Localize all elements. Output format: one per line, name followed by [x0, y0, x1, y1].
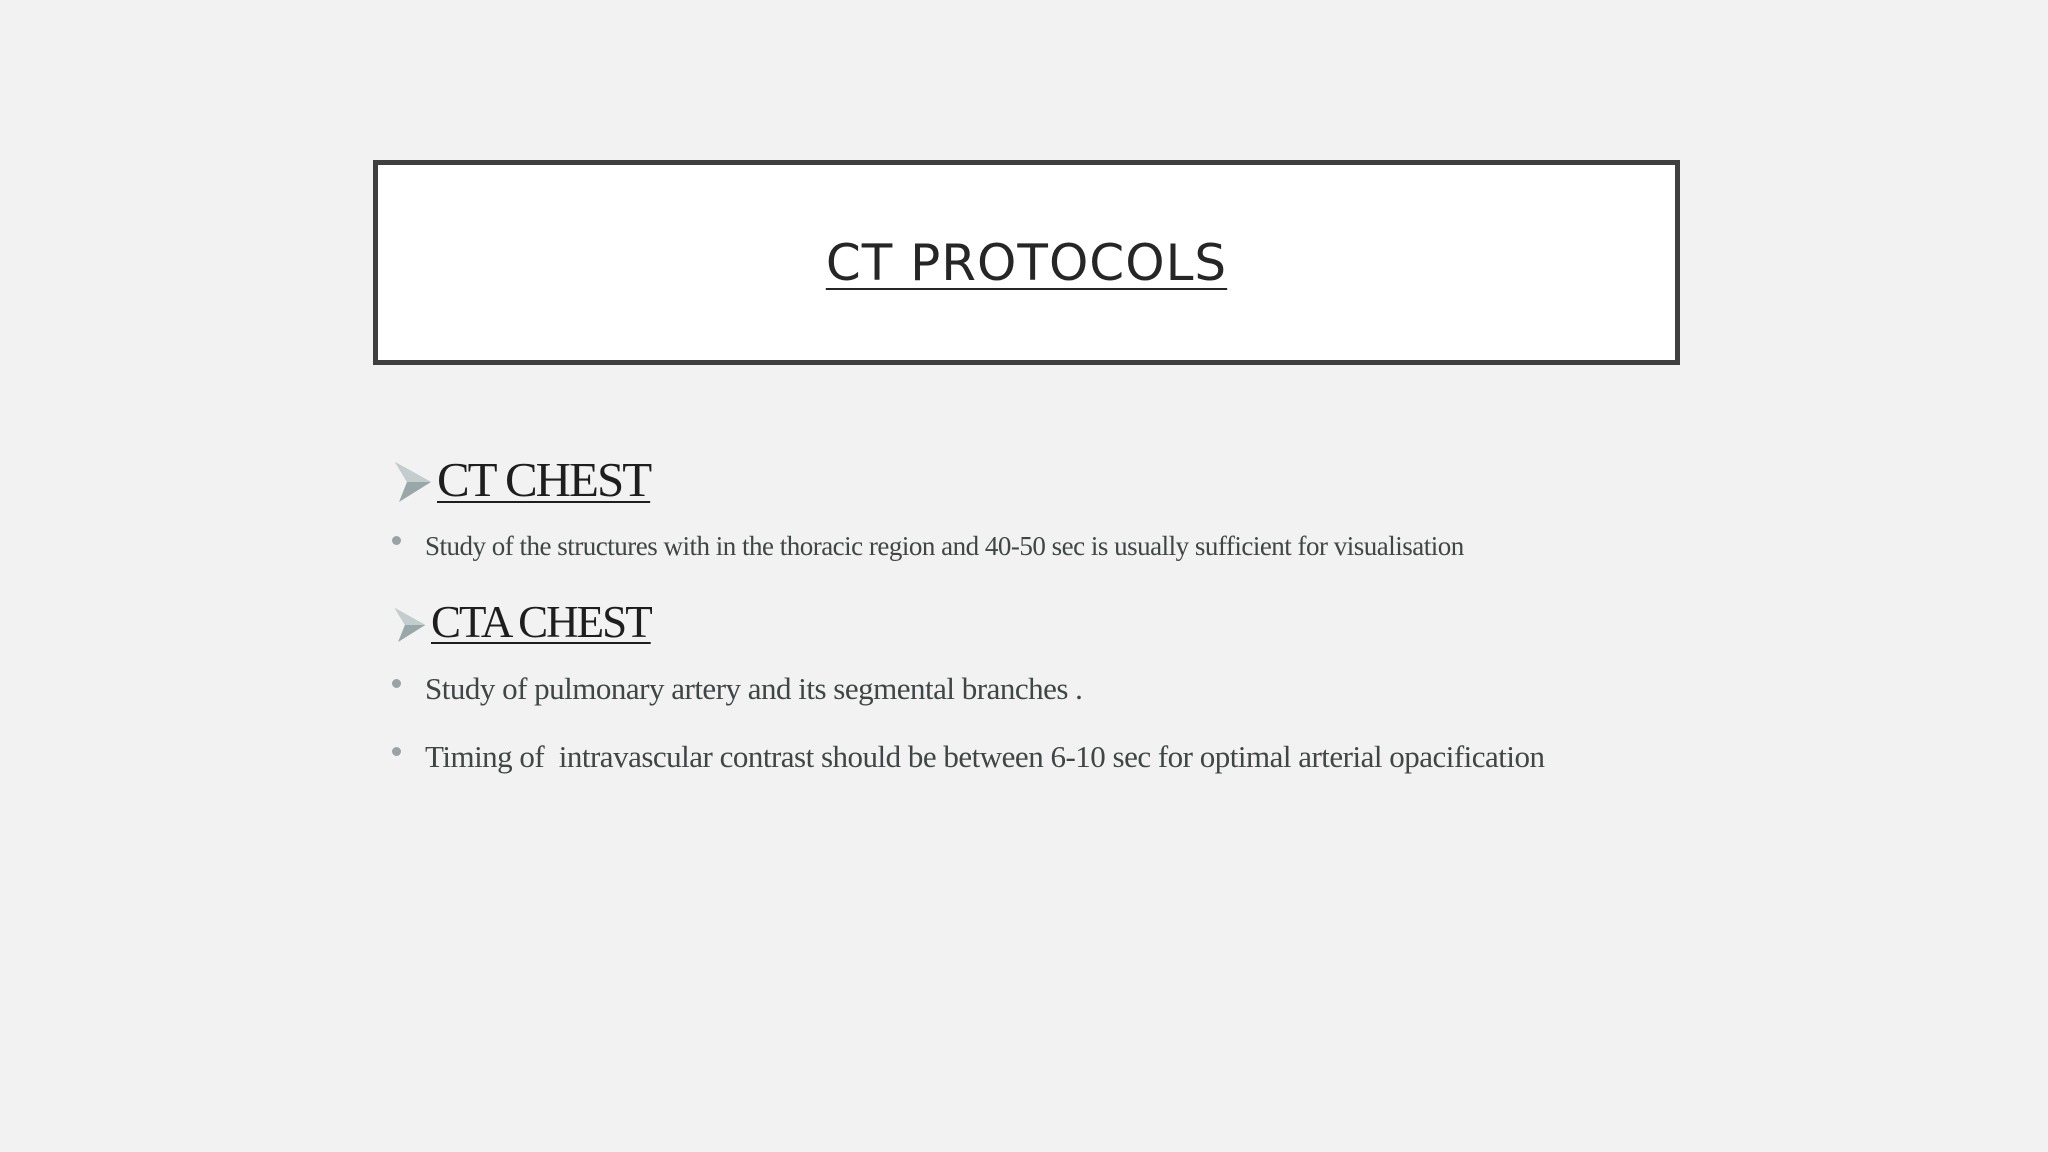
section-heading-ct-chest [393, 452, 651, 507]
bullet-text: Study of the structures with in the thoracic region and 40-50 sec is usually sufficient for visualisation [425, 531, 1464, 561]
bullet-dot-icon [392, 747, 401, 756]
list-item [392, 531, 1464, 562]
slide-title: CT PROTOCOLS [825, 233, 1228, 292]
bullet-text: Study of pulmonary artery and its segmental branches . [425, 671, 1083, 706]
section-heading-label: CTA CHEST [431, 597, 651, 647]
arrowhead-icon [393, 605, 427, 645]
bullet-dot-icon [392, 536, 401, 545]
title-box [373, 160, 1680, 365]
bullet-text: Timing of intravascular contrast should be between 6-10 sec for optimal arterial opacification [425, 739, 1545, 774]
section-heading-label: CT CHEST [437, 452, 651, 507]
section-heading-cta-chest [393, 597, 651, 647]
arrowhead-icon [393, 460, 433, 504]
list-item [392, 671, 1082, 707]
bullet-dot-icon [392, 679, 401, 688]
list-item [392, 739, 1545, 775]
